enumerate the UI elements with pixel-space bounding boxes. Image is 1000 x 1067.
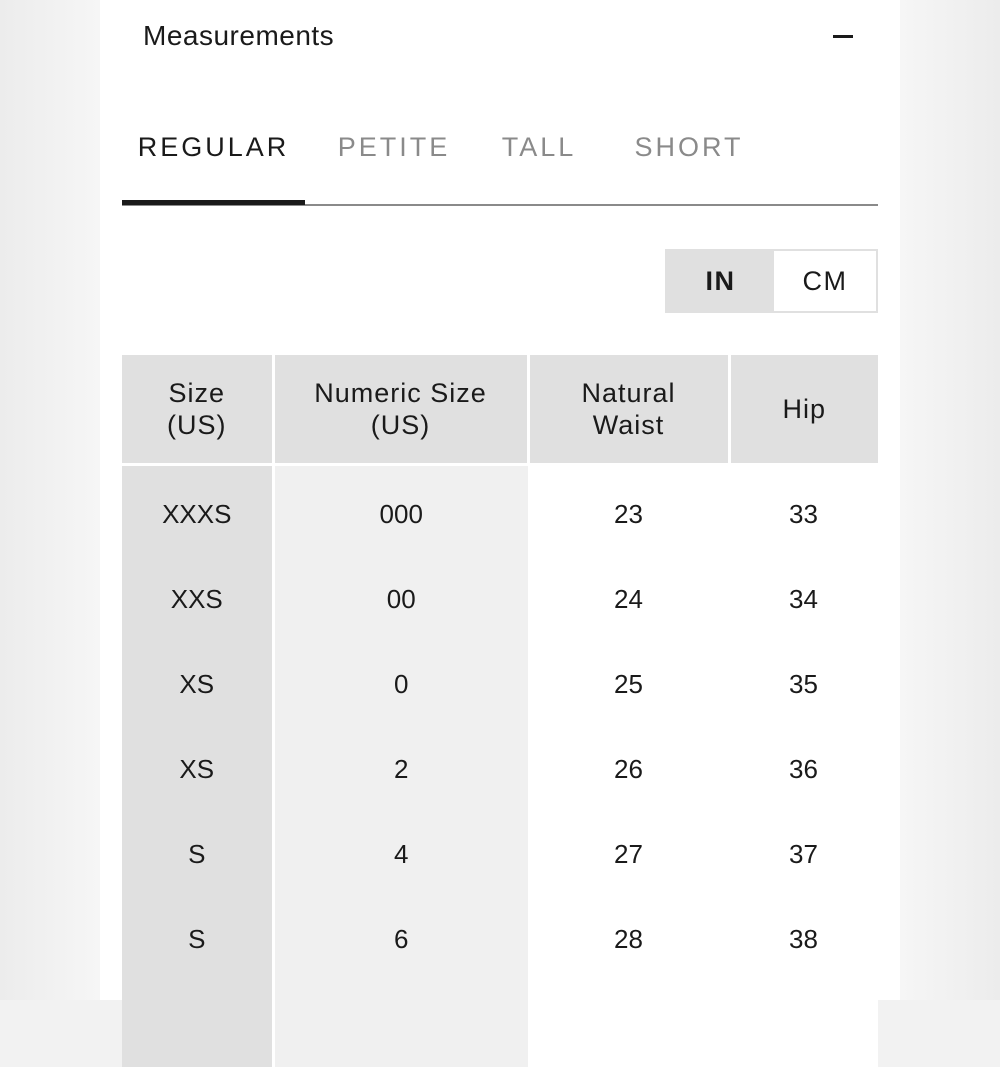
active-tab-indicator: [122, 200, 305, 205]
table-header-row: [122, 355, 878, 465]
cell-hip: 34: [729, 557, 878, 642]
header-size-line2: (US): [167, 410, 227, 440]
cell-size: XXXS: [122, 465, 273, 558]
cell-numeric-size-partial: [273, 982, 528, 1067]
measurements-panel: [100, 0, 900, 1000]
section-title: Measurements: [143, 20, 335, 51]
cell-size: XS: [122, 727, 273, 812]
unit-in-button[interactable]: IN: [667, 251, 774, 311]
table-row: [122, 465, 878, 558]
header-size: [122, 355, 273, 465]
tab-petite[interactable]: PETITE: [337, 132, 451, 162]
tab-short[interactable]: SHORT: [634, 132, 744, 162]
cell-natural-waist: 25: [528, 642, 729, 727]
cell-natural-waist: 23: [528, 465, 729, 558]
cell-natural-waist-partial: [528, 982, 729, 1067]
cell-numeric-size: 6: [273, 897, 528, 982]
header-waist-line1: Natural: [581, 378, 676, 408]
table-row: [122, 812, 878, 897]
header-hip: [729, 355, 878, 465]
cell-hip-partial: [729, 982, 878, 1067]
cell-natural-waist: 28: [528, 897, 729, 982]
size-chart-table: [122, 355, 878, 1067]
cell-hip: 38: [729, 897, 878, 982]
backdrop-right: [900, 0, 1000, 1000]
cell-hip: 33: [729, 465, 878, 558]
cell-hip: 37: [729, 812, 878, 897]
cell-numeric-size: 000: [273, 465, 528, 558]
cell-natural-waist: 24: [528, 557, 729, 642]
cell-size: XXS: [122, 557, 273, 642]
unit-toggle: [665, 249, 878, 313]
tab-regular[interactable]: REGULAR: [137, 132, 290, 162]
header-waist-line2: Waist: [592, 410, 665, 440]
header-numeric-line2: (US): [370, 410, 431, 440]
cell-size: XS: [122, 642, 273, 727]
cell-numeric-size: 0: [273, 642, 528, 727]
header-natural-waist: [528, 355, 729, 465]
cell-size: S: [122, 897, 273, 982]
tab-tall[interactable]: TALL: [501, 132, 577, 162]
cell-natural-waist: 27: [528, 812, 729, 897]
cell-size-partial: [122, 982, 273, 1067]
header-numeric-size: [273, 355, 528, 465]
unit-cm-button[interactable]: CM: [774, 251, 876, 311]
table-row: [122, 642, 878, 727]
header-size-line1: Size: [168, 378, 226, 408]
cell-numeric-size: 2: [273, 727, 528, 812]
cell-natural-waist: 26: [528, 727, 729, 812]
table-row: [122, 557, 878, 642]
header-hip-label: Hip: [782, 394, 826, 424]
fit-tabs: [122, 118, 878, 206]
table-row: [122, 982, 878, 1067]
cell-numeric-size: 4: [273, 812, 528, 897]
cell-size: S: [122, 812, 273, 897]
backdrop-left: [0, 0, 100, 1000]
table-row: [122, 727, 878, 812]
cell-hip: 36: [729, 727, 878, 812]
cell-hip: 35: [729, 642, 878, 727]
cell-numeric-size: 00: [273, 557, 528, 642]
header-numeric-line1: Numeric Size: [314, 378, 487, 408]
minus-icon[interactable]: [823, 16, 863, 56]
measurements-section-header[interactable]: [143, 14, 863, 58]
table-row: [122, 897, 878, 982]
